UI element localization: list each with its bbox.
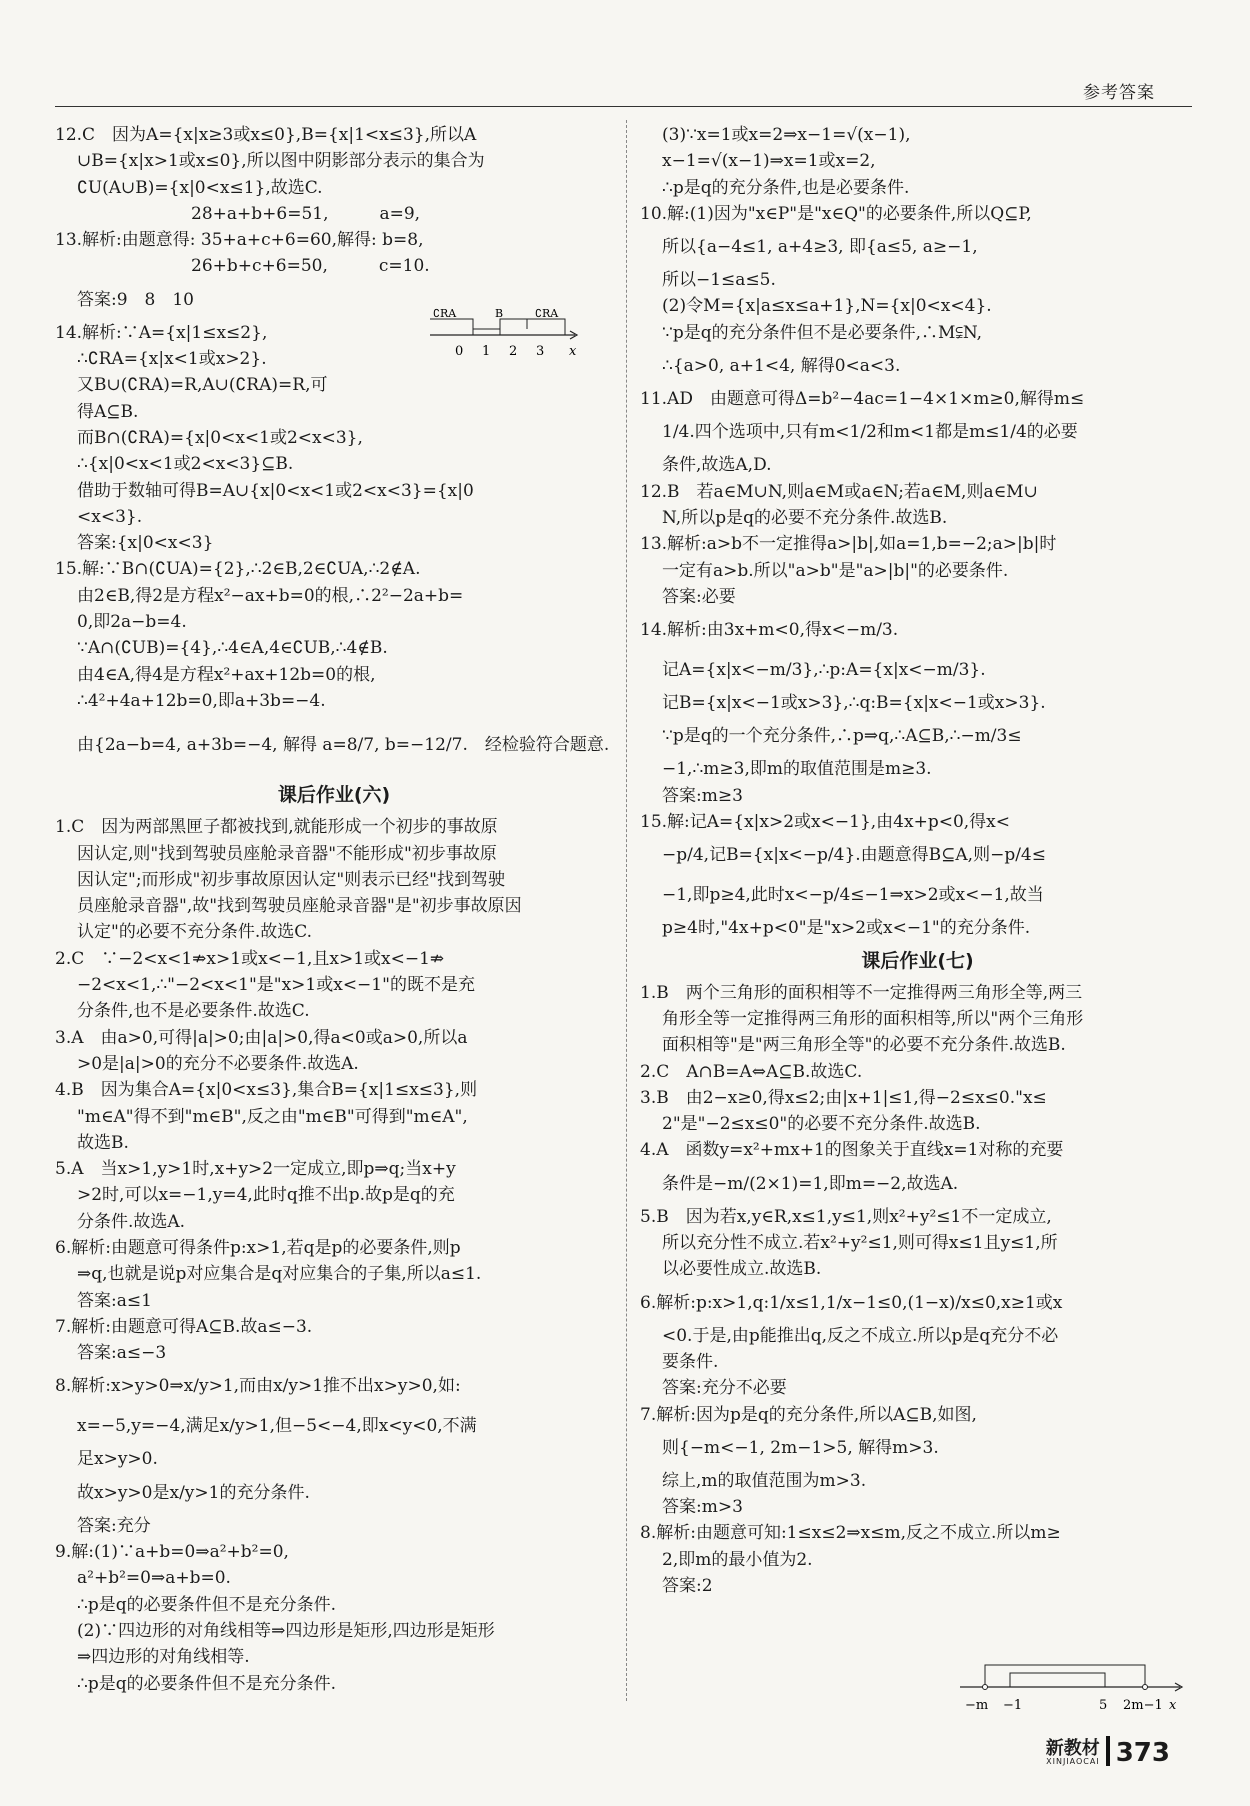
- right-column-line: ∵p是q的一个充分条件,∴p⇒q,∴A⊆B,∴−m/3≤: [662, 726, 1022, 747]
- right-column-line: ∴p是q的充分条件,也是必要条件.: [662, 177, 910, 198]
- nl14-label-2: ∁RA: [535, 307, 559, 320]
- left-column-line: ∪B={x|x>1或x≤0},所以图中阴影部分表示的集合为: [77, 151, 485, 172]
- left-column-line: a²+b²=0⇒a+b=0.: [77, 1568, 231, 1589]
- right-column-line: x−1=√(x−1)⇒x=1或x=2,: [662, 151, 876, 172]
- left-column-line: 4.B 因为集合A={x|0<x≤3},集合B={x|1≤x≤3},则: [55, 1080, 478, 1101]
- right-column-line: 12.B 若a∈M∪N,则a∈M或a∈N;若a∈M,则a∈M∪: [640, 481, 1038, 502]
- right-column-line: 1/4.四个选项中,只有m<1/2和m<1都是m≤1/4的必要: [662, 422, 1078, 443]
- right-column: [640, 122, 1195, 1599]
- right-column-line: 要条件.: [662, 1351, 719, 1372]
- right-column-line: 所以−1≤a≤5.: [662, 270, 776, 291]
- nl7-tick-0: −m: [965, 1698, 989, 1713]
- brand-pinyin: XINJIAOCAI: [1046, 1757, 1100, 1766]
- left-column-line: 而B∩(∁RA)={x|0<x<1或2<x<3},: [77, 427, 363, 448]
- left-column-line: 7.解析:由题意可得A⊆B.故a≤−3.: [55, 1316, 313, 1337]
- nl14-tick-1: 1: [482, 344, 491, 359]
- left-column-line: 答案:9 8 10: [77, 289, 194, 310]
- right-column-line: 答案:m>3: [662, 1497, 743, 1518]
- left-column-line: 答案:{x|0<x<3}: [77, 533, 214, 554]
- right-column-line: 答案:充分不必要: [662, 1378, 787, 1399]
- right-column-line: 所以充分性不成立.若x²+y²≤1,则可得x≤1且y≤1,所: [662, 1233, 1058, 1254]
- column-divider: [626, 120, 627, 1701]
- left-column-line: 又B∪(∁RA)=R,A∪(∁RA)=R,可: [77, 375, 328, 396]
- left-column-line: ∴∁RA={x|x<1或x>2}.: [77, 349, 267, 370]
- left-column-line: ∴p是q的必要条件但不是充分条件.: [77, 1594, 336, 1615]
- right-column-line: N,所以p是q的必要不充分条件.故选B.: [662, 507, 948, 528]
- left-column-line: 由4∈A,得4是方程x²+ax+12b=0的根,: [77, 664, 376, 685]
- left-column-line: 认定"的必要不充分条件.故选C.: [77, 922, 313, 943]
- left-column-line: 13.解析:由题意得: 35+a+c+6=60,解得: b=8,: [55, 230, 424, 251]
- right-column-line: −1,即p≥4,此时x<−p/4≤−1⇒x>2或x<−1,故当: [662, 885, 1044, 906]
- left-column-line: 8.解析:x>y>0⇒x/y>1,而由x/y>1推不出x>y>0,如:: [55, 1376, 461, 1397]
- nl7-tick-1: −1: [1003, 1698, 1023, 1713]
- left-column-line: x=−5,y=−4,满足x/y>1,但−5<−4,即x<y<0,不满: [77, 1416, 477, 1437]
- right-column-line: 11.AD 由题意可得Δ=b²−4ac=1−4×1×m≥0,解得m≤: [640, 389, 1085, 410]
- left-column-line: 由2∈B,得2是方程x²−ax+b=0的根,∴2²−2a+b=: [77, 585, 464, 606]
- left-column-line: 9.解:(1)∵a+b=0⇒a²+b²=0,: [55, 1542, 289, 1563]
- number-line-7: [955, 1657, 1195, 1717]
- right-column-line: 14.解析:由3x+m<0,得x<−m/3.: [640, 620, 899, 641]
- right-column-line: −1,∴m≥3,即m的取值范围是m≥3.: [662, 759, 932, 780]
- right-column-line: 5.B 因为若x,y∈R,x≤1,y≤1,则x²+y²≤1不一定成立,: [640, 1206, 1052, 1227]
- left-column-line: 26+b+c+6=50, c=10.: [55, 256, 430, 277]
- right-column-line: p≥4时,"4x+p<0"是"x>2或x<−1"的充分条件.: [662, 918, 1031, 939]
- left-column-line: (2)∵四边形的对角线相等⇒四边形是矩形,四边形是矩形: [77, 1620, 495, 1641]
- right-column-line: ∴{a>0, a+1<4, 解得0<a<3.: [662, 356, 901, 377]
- header-rule: [55, 106, 1192, 107]
- left-column-line: 5.A 当x>1,y>1时,x+y>2一定成立,即p⇒q;当x+y: [55, 1159, 456, 1180]
- right-column-line: 答案:m≥3: [662, 785, 743, 806]
- right-column-line: 2,即m的最小值为2.: [662, 1549, 813, 1570]
- left-column-line: ⇒q,也就是说p对应集合是q对应集合的子集,所以a≤1.: [77, 1264, 482, 1285]
- nl14-tick-2: 2: [509, 344, 518, 359]
- right-column-line: 课后作业(七): [861, 949, 974, 972]
- left-column-line: ∴{x|0<x<1或2<x<3}⊆B.: [77, 454, 294, 475]
- left-column-line: 分条件,也不是必要条件.故选C.: [77, 1001, 310, 1022]
- nl7-tick-3: 2m−1: [1123, 1698, 1163, 1713]
- footer-bar: [1106, 1736, 1110, 1766]
- right-column-line: ∵p是q的充分条件但不是必要条件,∴M⫋N,: [662, 322, 983, 343]
- right-column-line: 4.A 函数y=x²+mx+1的图象关于直线x=1对称的充要: [640, 1140, 1064, 1161]
- right-column-line: 则{−m<−1, 2m−1>5, 解得m>3.: [662, 1437, 939, 1458]
- right-column-line: 面积相等"是"两三角形全等"的必要不充分条件.故选B.: [662, 1035, 1066, 1056]
- right-column-line: 答案:2: [662, 1575, 713, 1596]
- left-column-line: >2时,可以x=−1,y=4,此时q推不出p.故p是q的充: [77, 1185, 455, 1206]
- right-column-line: 8.解析:由题意可知:1≤x≤2⇒x≤m,反之不成立.所以m≥: [640, 1523, 1061, 1544]
- right-column-line: 13.解析:a>b不一定推得a>|b|,如a=1,b=−2;a>|b|时: [640, 534, 1057, 555]
- left-column-line: 1.C 因为两部黑匣子都被找到,就能形成一个初步的事故原: [55, 817, 498, 838]
- left-column-line: <x<3}.: [77, 506, 143, 527]
- left-column-line: 28+a+b+6=51, a=9,: [55, 203, 421, 224]
- left-column-line: >0是|a|>0的充分不必要条件.故选A.: [77, 1053, 359, 1074]
- right-column-line: 记B={x|x<−1或x>3},∴q:B={x|x<−1或x>3}.: [662, 693, 1046, 714]
- right-column-line: <0.于是,由p能推出q,反之不成立.所以p是q充分不必: [662, 1325, 1059, 1346]
- left-column-line: ∴4²+4a+12b=0,即a+3b=−4.: [77, 690, 326, 711]
- left-column-line: 得A⊆B.: [77, 401, 139, 422]
- page-number: 373: [1115, 1738, 1170, 1768]
- nl7-tick-2: 5: [1099, 1698, 1108, 1713]
- right-column-line: 以必要性成立.故选B.: [662, 1259, 822, 1280]
- left-column-line: 分条件.故选A.: [77, 1211, 186, 1232]
- left-column-line: 3.A 由a>0,可得|a|>0;由|a|>0,得a<0或a>0,所以a: [55, 1027, 468, 1048]
- left-column-line: 15.解:∵B∩(∁UA)={2},∴2∈B,2∈∁UA,∴2∉A.: [55, 559, 421, 580]
- number-line-14: [425, 305, 585, 365]
- left-column-line: 6.解析:由题意可得条件p:x>1,若q是p的必要条件,则p: [55, 1237, 461, 1258]
- left-column-line: 员座舱录音器",故"找到驾驶员座舱录音器"是"初步事故原因: [77, 896, 522, 917]
- right-column-line: 条件是−m/(2×1)=1,即m=−2,故选A.: [662, 1173, 959, 1194]
- right-column-line: 1.B 两个三角形的面积相等不一定推得两三角形全等,两三: [640, 982, 1083, 1003]
- left-column-line: 2.C ∵−2<x<1⇏x>1或x<−1,且x>1或x<−1⇏: [55, 948, 445, 969]
- left-column-line: ∁U(A∪B)={x|0<x≤1},故选C.: [77, 177, 323, 198]
- nl14-label-0: ∁RA: [433, 307, 457, 320]
- nl14-tick-4: x: [569, 344, 577, 359]
- right-column-line: 6.解析:p:x>1,q:1/x≤1,1/x−1≤0,(1−x)/x≤0,x≥1或x: [640, 1292, 1063, 1313]
- right-column-line: 所以{a−4≤1, a+4≥3, 即{a≤5, a≥−1,: [662, 237, 978, 258]
- left-column-line: −2<x<1,∴"−2<x<1"是"x>1或x<−1"的既不是充: [77, 975, 475, 996]
- nl14-label-1: B: [495, 307, 504, 320]
- left-column-line: 14.解析:∵A={x|1≤x≤2},: [55, 322, 268, 343]
- left-column-line: 因认定,则"找到驾驶员座舱录音器"不能形成"初步事故原: [77, 843, 497, 864]
- left-column-line: 课后作业(六): [277, 784, 391, 807]
- right-column-line: (2)令M={x|a≤x≤a+1},N={x|0<x<4}.: [662, 296, 992, 317]
- right-column-line: 角形全等一定推得两三角形的面积相等,所以"两个三角形: [662, 1008, 1084, 1029]
- right-column-line: 一定有a>b.所以"a>b"是"a>|b|"的必要条件.: [662, 560, 1009, 581]
- left-column-line: ⇒四边形的对角线相等.: [77, 1647, 250, 1668]
- right-column-line: 2.C A∩B=A⇔A⊆B.故选C.: [640, 1061, 863, 1082]
- left-column-line: "m∈A"得不到"m∈B",反之由"m∈B"可得到"m∈A",: [77, 1106, 468, 1127]
- left-column-line: 12.C 因为A={x|x≥3或x≤0},B={x|1<x≤3},所以A: [55, 125, 477, 145]
- page-footer: [1046, 1736, 1170, 1766]
- right-column-line: 记A={x|x<−m/3},∴p:A={x|x<−m/3}.: [662, 660, 986, 681]
- right-column-line: (3)∵x=1或x=2⇒x−1=√(x−1),: [662, 125, 911, 145]
- left-column-line: 借助于数轴可得B=A∪{x|0<x<1或2<x<3}={x|0: [77, 480, 474, 501]
- nl14-tick-0: 0: [455, 344, 464, 359]
- nl7-tick-4: x: [1169, 1698, 1177, 1713]
- right-column-line: 15.解:记A={x|x>2或x<−1},由4x+p<0,得x<: [640, 812, 1010, 833]
- left-column-line: ∵A∩(∁UB)={4},∴4∈A,4∈∁UB,∴4∉B.: [77, 638, 388, 659]
- left-column-line: 故选B.: [77, 1132, 129, 1153]
- nl14-tick-3: 3: [536, 344, 545, 359]
- left-column-line: 答案:a≤1: [77, 1290, 152, 1311]
- brand-logo: [1046, 1740, 1100, 1766]
- left-column-line: 因认定";而形成"初步事故原因认定"则表示已经"找到驾驶: [77, 869, 506, 890]
- brand-name: 新教材: [1045, 1738, 1100, 1759]
- right-column-line: 7.解析:因为p是q的充分条件,所以A⊆B,如图,: [640, 1404, 977, 1425]
- right-column-line: 2"是"−2≤x≤0"的必要不充分条件.故选B.: [662, 1114, 981, 1135]
- right-column-line: 综上,m的取值范围为m>3.: [662, 1470, 867, 1491]
- left-column-line: 0,即2a−b=4.: [77, 612, 187, 633]
- left-column-line: 足x>y>0.: [77, 1449, 158, 1470]
- left-column-line: 答案:a≤−3: [77, 1343, 167, 1364]
- left-column-line: 故x>y>0是x/y>1的充分条件.: [77, 1482, 310, 1503]
- right-column-line: 10.解:(1)因为"x∈P"是"x∈Q"的必要条件,所以Q⊆P,: [640, 203, 1032, 224]
- right-column-line: 答案:必要: [662, 586, 736, 607]
- right-column-line: −p/4,记B={x|x<−p/4}.由题意得B⊆A,则−p/4≤: [662, 845, 1046, 866]
- right-column-line: 3.B 由2−x≥0,得x≤2;由|x+1|≤1,得−2≤x≤0."x≤: [640, 1087, 1047, 1108]
- right-column-line: 条件,故选A,D.: [662, 455, 772, 476]
- left-column-line: 答案:充分: [77, 1515, 151, 1536]
- page-header: 参考答案: [1083, 83, 1155, 103]
- left-column-line: 由{2a−b=4, a+3b=−4, 解得 a=8/7, b=−12/7. 经检验符合题意.: [77, 735, 610, 756]
- left-column-line: ∴p是q的必要条件但不是充分条件.: [77, 1673, 336, 1694]
